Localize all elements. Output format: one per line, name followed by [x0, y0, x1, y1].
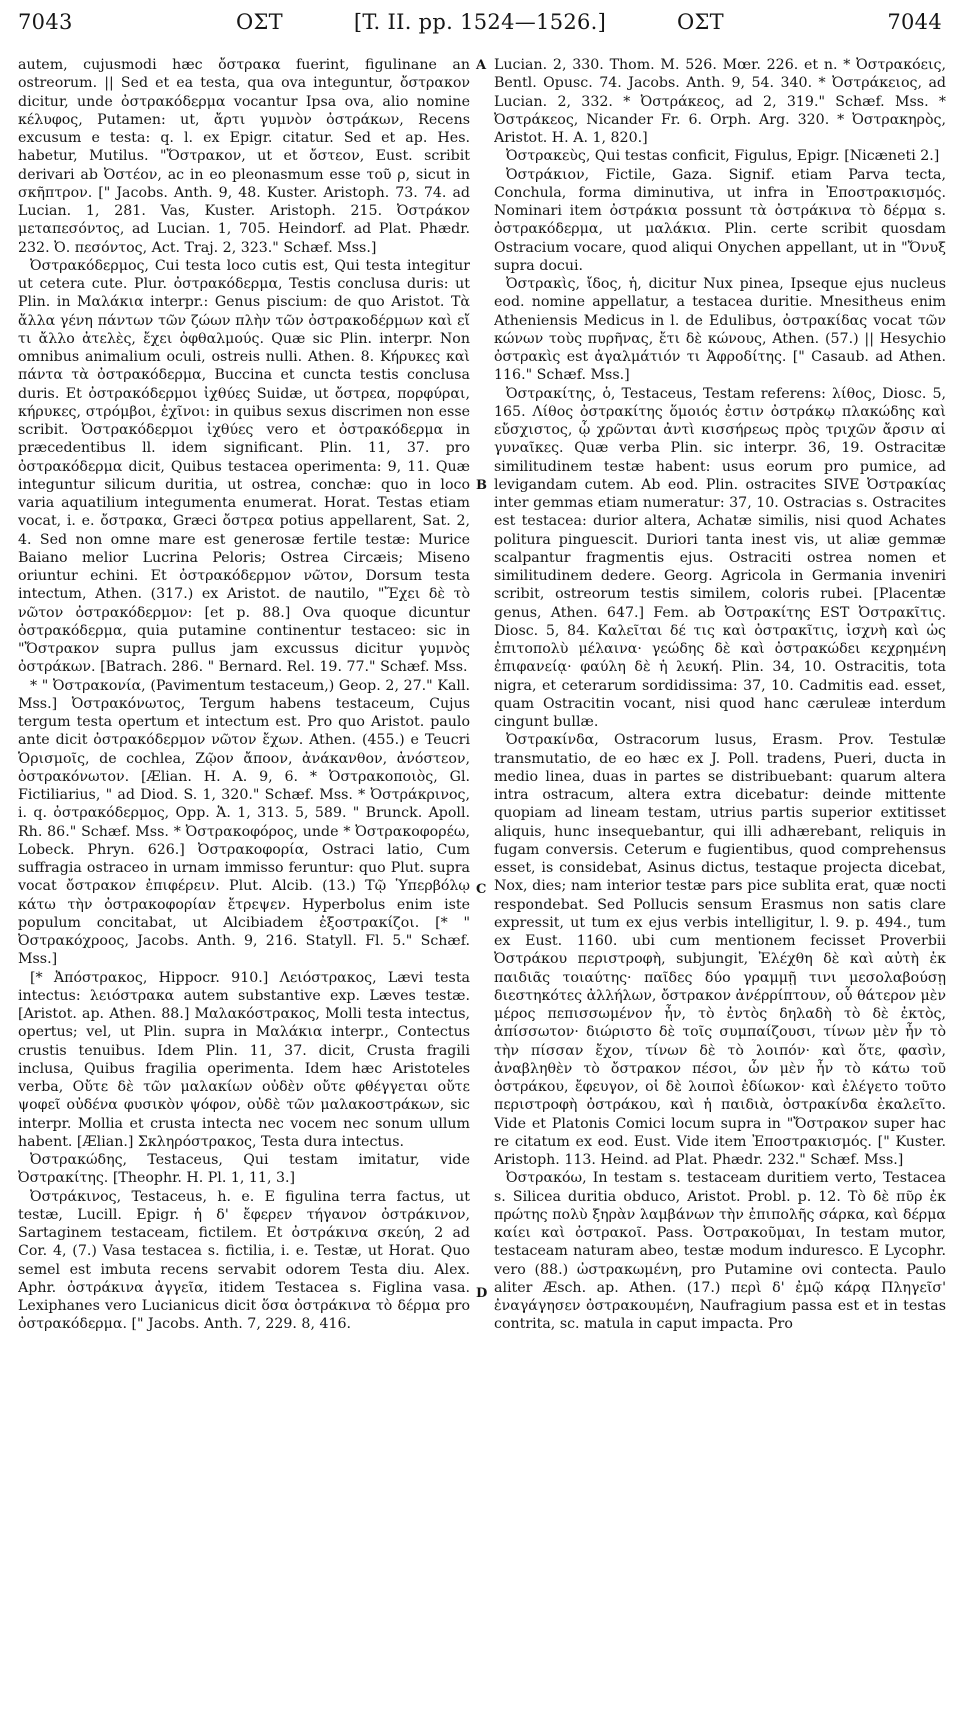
entry-paragraph: autem, cujusmodi hæc ὄστρακα fuerint, figulinane an ostreorum. || Sed et ea testa, qua ova integuntur, ὄστρακον dicitur, unde ὀστρακόδερμα vocantur Ipsa ova, alio nomine κέλυφος, Putamen: ut, ἄρτι γυμνὸν ὀστράκων, Recens excusum e testa: q. l. ex Epigr. citatur. Sed et ap. Hes. habetur, Mutilus. "Ὄστρακον, ut et ὄστεον, Eust. scribit derivari ab Ὀστέον, ac in eo pleonasmum esse τοῦ ρ, sicut in σκῆπτρον. [" Jacobs. Anth. 9, 48. Kuster. Aristoph. 73. 74. ad Lucian. 1, 281. Vas, Kuster. Aristoph. 215. Ὀστράκον μεταπεσόντος, ad Lucian. 1, 705. Heindorf. ad Plat. Phædr. 232. Ὀ. πεσόντος, Act. Traj. 2, 323." Schæf. Mss.] — [18, 57, 470, 256]
section-marker-c: C — [476, 882, 487, 897]
entry-paragraph: Lucian. 2, 330. Thom. M. 526. Mœr. 226. et n. * Ὀστρακόεις, Bentl. Opusc. 74. Jacobs. Anth. 9, 54. 340. * Ὀστράκειος, ad Lucian. 2, 332. * Ὀστράκεος, ad 2, 319." Schæf. Mss. * Ὀστράκεος, Nicander Fr. 6. Orph. Arg. 320. * Ὀστρακηρὸς, Aristot. H. A. 1, 820.] — [494, 57, 946, 146]
entry-paragraph: Ὀστράκιον, Fictile, Gaza. Signif. etiam Parva tecta, Conchula, forma diminutiva, ut infra in Ἐποστρακισμός. Nominari item ὀστράκια possunt τὰ ὀστράκινα τὸ δέρμα s. ὀστρακόδερμα, ut μαλάκια. Plin. certe scribit quosdam Ostracium vocare, quod aliqui Onychen appellant, ut in "Ὄνυξ supra docui. — [494, 166, 946, 274]
entry-paragraph: Ὀστρακόω, In testam s. testaceam duritiem verto, Testacea s. Silicea duritia obduco, Aristot. Probl. p. 12. Τὸ δὲ πῦρ ἐκ πρώτης πολὺ ξηρὰν λαμβάνων τὴν ἐπιπολῆς σάρκα, καὶ δέρμα καίει καὶ ὀστρακοῖ. Pass. Ὀστρακοῦμαι, In testam mutor, testaceam naturam abeo, testæ modum induresco. E Lycophr. vero (88.) ὠστρακωμένη, pro Putamine ovi contecta. Paulo aliter Æsch. ap. Athen. (17.) περὶ δ' ἐμῷ κάρᾳ Πληγεῖσ' ἐναγάγησεν ὀστρακουμένη, Naufragium passa est et in testas contrita, sc. matula in caput impacta. Pro — [494, 1170, 946, 1333]
left-page-number: 7043 — [18, 10, 73, 34]
entry-paragraph: Ὀστρακὶς, ἴδος, ἡ, dicitur Nux pinea, Ipseque ejus nucleus eod. nomine appellatur, a testacea duritie. Mnesitheus enim Atheniensis Medicus in l. de Edulibus, ὀστρακίδας vocat τῶν κώνων τοὺς πυρῆνας, ἔτι δὲ κώνους, Athen. (57.) || Hesychio ὀστρακὶς est ἀγαλμάτιόν τι Ἀφροδίτης. [" Casaub. ad Athen. 116." Schæf. Mss.] — [494, 276, 946, 384]
entry-paragraph: * " Ὀστρακονία, (Pavimentum testaceum,) Geop. 2, 27." Kall. Mss.] Ὀστρακόνωτος, Tergum habens testaceum, Cujus tergum testa opertum et intectum est. Pro quo Aristot. paulo ante dicit ὀστρακόδερμον νῶτον ἔχων. Athen. (455.) e Teucri Ὁρισμοῖς, de cochlea, Ζῷον ἄποον, ἀνάκανθον, ἀνόστεον, ὀστρακόνωτον. [Ælian. H. A. 9, 6. * Ὀστρακοποιὸς, Gl. Fictiliarius, " ad Diod. S. 1, 320." Schæf. Mss. * Ὀστράκρινος, i. q. ὀστρακόδερμος, Opp. Ἁ. 1, 313. 5, 589. " Brunck. Apoll. Rh. 86." Schæf. Mss. * Ὀστρακοφόρος, unde * Ὀστρακοφορέω, Lobeck. Phryn. 626.] Ὀστρακοφορία, Ostraci latio, Cum suffragia ostraceo in urnam immisso feruntur: quo Plut. supra vocat ὄστρακον ἐπιφέρειν. Plut. Alcib. (13.) Τῷ Ὑπερβόλῳ κάτω τὴν ὀστρακοφορίαν ἔτρεψεν. Hyperbolus enim iste populum concitabat, ut Alcibiadem ἐξοστρακίζοι. [* " Ὀστρακόχροος, Jacobs. Anth. 9, 216. Statyll. Fl. 5." Schæf. Mss.] — [18, 677, 470, 968]
entry-paragraph: Ὀστρακίτης, ὁ, Testaceus, Testam referens: λίθος, Diosc. 5, 165. Λίθος ὀστρακίτης ὅμοιός ἐστιν ὀστράκῳ πλακώδης καὶ εὔσχιστος, ᾧ χρῶνται ἀντὶ κισσήρεως πρὸς τριχῶν ἄρσιν αἱ γυναῖκες. Quæ verba Plin. sic interpr. 36, 19. Ostracitæ similitudinem testæ habent: usus eorum pro pumice, ad levigandam cutem. Ab eod. Plin. ostracites SIVE Ὀστρακίας inter gemmas etiam numeratur: 37, 10. Ostracias s. Ostracites est testacea: durior altera, Achatæ similis, nisi quod Achates politura pinguescit. Duriori tanta inest vis, ut aliæ gemmæ scalpantur fragmentis ejus. Ostraciti ostrea nomen et similitudinem dedere. Georg. Agricola in Germania inveniri scribit, ostreorum testis similem, coloris rubei. [Placentæ genus, Athen. 647.] Fem. ab Ὀστρακίτης EST Ὀστρακῖτις. Diosc. 5, 84. Καλεῖται δέ τις καὶ ὀστρακῖτις, ἰσχνὴ καὶ ὡς ἐπιτοπολὺ μέλαινα· γεώδης δὲ καὶ ὀστρακώδει κεχρημένη ἐπιφανείᾳ· φαύλη δὲ ἡ λευκή. Plin. 34, 10. Ostracitis, tota nigra, et ceterarum sordidissima: 37, 10. Cadmitis ead. esset, quam Ostracitin vocant, nisi quod hanc cæruleæ interdum cingunt bullæ. — [494, 385, 946, 730]
entry-paragraph: Ὀστράκινος, Testaceus, h. e. E figulina terra factus, ut testæ, Lucill. Epigr. ἡ δ' ἔφερεν τήγανον ὀστράκινον, Sartaginem testaceam, fictilem. Et ὀστράκινα σκεύη, 2 ad Cor. 4, (7.) Vasa testacea s. fictilia, i. e. Testæ, ut Horat. Quo semel est imbuta recens servabit odorem Testa diu. Alex. Aphr. ὀστράκινα ἀγγεῖα, itidem Testacea s. Figlina vasa. Lexiphanes vero Lucianicus dicit ὅσα ὀστράκινα τὸ δέρμα pro ὀστρακόδερμα. [" Jacobs. Anth. 7, 229. 8, 416. — [18, 1188, 470, 1333]
right-page-number: 7044 — [887, 10, 942, 34]
section-marker-b: B — [476, 478, 487, 493]
entry-paragraph: [* Ἀπόστρακος, Hippocr. 910.] Λειόστρακος, Lævi testa intectus: λειόστρακα autem substantive exp. Læves testæ. [Aristot. ap. Athen. 88.] Μαλακόστρακος, Molli testa intectus, opertus; vel, ut Plin. supra in Μαλάκια interpr., Contectus crustis tenuibus. Idem Plin. 11, 37. dicit, Crusta fragili inclusa, Quibus fragilia operimenta. Idem hæc Aristoteles verba, Οὔτε δὲ τῶν μαλακίων οὐδὲν οὔτε φθέγγεται οὔτε ψοφεῖ οὐδένα φυσικὸν ψόφον, οὐδὲ τῶν μαλακοστράκων, sic interpr. Mollia et crusta intecta nec vocem nec sonum ullum habent. [Ælian.] Σκληρόστρακος, Testa dura intectus. — [18, 969, 470, 1150]
entry-paragraph: Ὀστρακώδης, Testaceus, Qui testam imitatur, vide Ὀστρακίτης. [Theophr. H. Pl. 1, 11, 3.] — [18, 1152, 470, 1187]
left-running-head: ΟΣΤ — [236, 10, 283, 34]
section-marker-d: D — [476, 1286, 488, 1301]
entry-paragraph: Ὀστρακεὺς, Qui testas conficit, Figulus, Epigr. [Nicæneti 2.] — [506, 148, 940, 165]
section-marker-a: A — [476, 58, 487, 73]
entry-paragraph: Ὀστρακόδερμος, Cui testa loco cutis est, Qui testa integitur ut cetera cute. Plur. ὀστρακόδερμα, Testis conclusa duris: ut Plin. in Μαλάκια interpr.: Genus piscium: de quo Aristot. Τὰ ἄλλα γένη πάντων τῶν ζώων πλὴν τῶν ὀστρακοδέρμων καὶ εἴ τι ἄλλο ἀτελὲς, ἔχει ὀφθαλμούς. Quæ sic Plin. interpr. Non omnibus animalium oculi, ostreis nulli. Athen. 8. Κήρυκες καὶ πάντα τὰ ὀστρακόδερμα, Buccina et cuncta testis conclusa duris. Et ὀστρακόδερμοι ἰχθύες Suidæ, ut ὄστρεα, πορφύραι, κήρυκες, στρόμβοι, ἐχῖνοι: in quibus sexus discrimen non esse scribit. Ὀστρακόδερμοι ἰχθύες vero et ὀστρακόδερμα in præcedentibus ll. idem significant. Plin. 11, 37. pro ὀστρακόδερμα dicit, Quibus testacea operimenta: 9, 11. Quæ integuntur silicum duritia, ut ostrea, conchæ: quo in loco varia aquatilium integumenta enumerat. Horat. Testas etiam vocat, i. e. ὄστρακα, Græci ὄστρεα potius appellarent, Sat. 2, 4. Sed non omne mare est generosæ fertile testæ: Murice Baiano melior Lucrina Peloris; Ostrea Circæis; Miseno oriuntur echini. Et ὀστρακόδερμον νῶτον, Dorsum testa intectum, Athen. (317.) ex Aristot. de nautilo, "Ἔχει δὲ τὸ νῶτον ὀστρακόδερμον: [et p. 88.] Ova quoque dicuntur ὀστρακόδερμα, quia putamine continentur testaceo: sic in "Ὄστρακον supra pullus jam excussus dicitur γυμνὸς ὀστράκων. [Batrach. 286. " Bernard. Rel. 19. 77." Schæf. Mss. — [18, 257, 470, 676]
left-column — [18, 56, 470, 1732]
page-header — [18, 8, 942, 38]
entry-paragraph: Ὀστρακίνδα, Ostracorum lusus, Erasm. Prov. Testulæ transmutatio, de eo hæc ex J. Poll. tradens, Pueri, ducta in medio linea, duas in partes se distribuebant: quarum altera intra ostracum, altera extra dicebatur: deinde mittente quopiam ad lineam testam, utrius partis superior extitisset aliquis, hunc insequebantur, qui illi adhærebant, reliquis in fugam conversis. Ceterum e fugientibus, quod comprehensus esset, is considebat, Asinus dictus, testaque projecta dicebat, Nox, dies; nam interior testæ pars pice sublita erat, quæ nocti respondebat. Sed Pollucis sensum Erasmus non satis clare expressit, ut tum ex ejus verbis intelligitur, l. 9. p. 494., tum ex Eust. 1160. ubi cum mentionem fecisset Proverbii Ὀστράκου περιστροφὴ, subjungit, Ἐλέχθη δὲ καὶ αὐτὴ ἐκ παιδιᾶς τοιαύτης· παῖδες δύο γραμμῇ τινι μεσολαβούσῃ διεστηκότες ἀλλήλων, ὄστρακον ἀνέρρίπτουν, οὗ θάτερον μὲν μέρος πεπισσωμένον ἦν, τὸ ἐντὸς δηλαδὴ τὸ δὲ ἐκτὸς, ἀπίσσωτον· διώριστο δὲ τοῖς συμπαίζουσι, τίνων μὲν ἦν τὸ τὴν πίσσαν ἔχον, τίνων δὲ τὸ λοιπόν· καὶ ὅτε, φασὶν, ἀναβληθὲν τὸ ὄστρακον πέσοι, ὧν μὲν ἦν τὸ κάτω τοῦ ὀστράκου, ἔφευγον, οἱ δὲ λοιποὶ ἐδίωκον· καὶ ἐλέγετο τοῦτο περιστροφὴ ὀστράκου, καὶ ἡ παιδιὰ, ὀστρακίνδα ἐκαλεῖτο. Vide et Platonis Comici locum supra in "Ὄστρακον super hac re citatum ex eod. Eust. Vide item Ἐποστρακισμός. [" Kuster. Aristoph. 113. Heind. ad Plat. Phædr. 232." Schæf. Mss.] — [494, 732, 946, 1168]
volume-reference: [T. II. pp. 1524—1526.] — [353, 10, 607, 34]
right-running-head: ΟΣΤ — [677, 10, 724, 34]
right-column — [494, 56, 946, 1732]
